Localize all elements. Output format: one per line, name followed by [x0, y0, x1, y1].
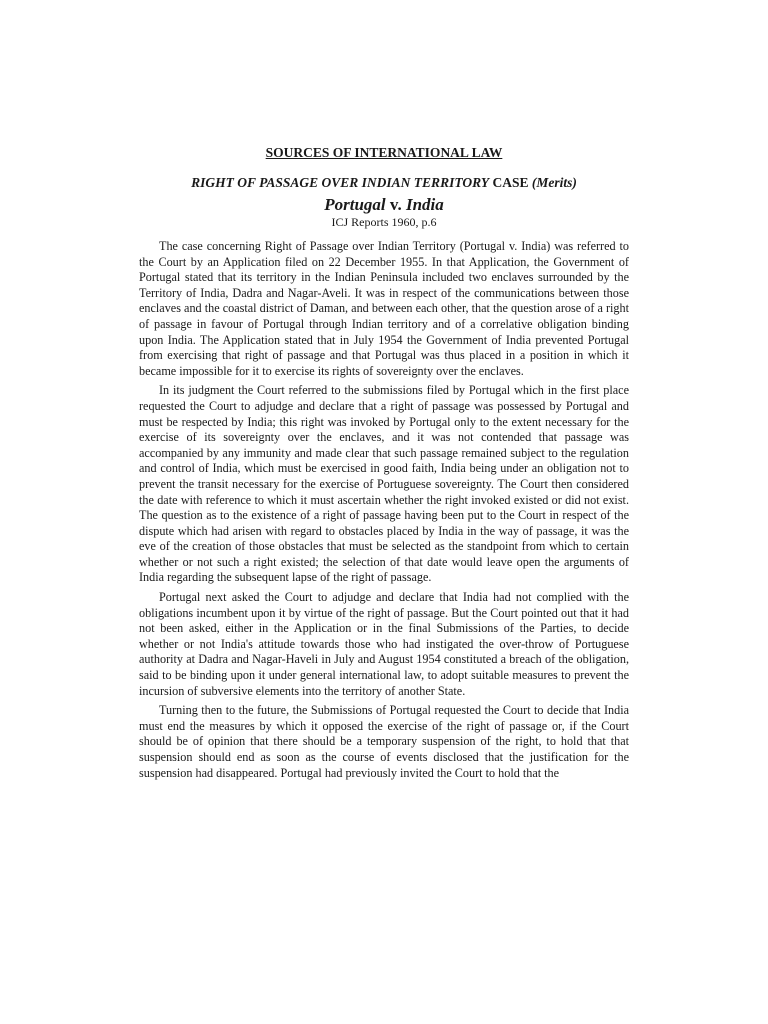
case-title: RIGHT OF PASSAGE OVER INDIAN TERRITORY [191, 175, 490, 190]
document-heading: SOURCES OF INTERNATIONAL LAW [265, 145, 503, 160]
paragraph-2: In its judgment the Court referred to the submissions filed by Portugal which in the first place requested the Court to adjudge and declare that a right of passage was possessed by Portugal and must be respected by India; this right was invoked by Portugal only to the extent necessary for the exercise of its sovereignty over the enclaves, and it was not contended that passage was accompanied by any immunity and made clear that such passage remained subject to the regulation and control of India, which must be exercised in good faith, India being under an obligation not to prevent the transit necessary for the exercise of Portuguese sovereignty. The Court then considered the date with reference to which it must ascertain whether the right invoked existed or did not exist. The question as to the existence of a right of passage having been put to the Court in respect of the dispute which had arisen with regard to obstacles placed by India in the way of passage, it was the eve of the creation of those obstacles that must be selected as the standpoint from which to certain whether or not such a right existed; the selection of that date would leave open the arguments of India regarding the subsequent lapse of the right of passage. [139, 383, 629, 585]
case-name [139, 196, 629, 214]
citation: ICJ Reports 1960, p.6 [331, 215, 437, 229]
party-1: Portugal [324, 195, 386, 214]
paragraph-1: The case concerning Right of Passage over Indian Territory (Portugal v. India) was referred to the Court by an Application filed on 22 December 1955. In that Application, the Government of Portugal stated that its territory in the Indian Peninsula included two enclaves surrounded by the Territory of India, Dadra and Nagar-Aveli. It was in respect of the communications between those enclaves and the coastal district of Daman, and between each other, that the question arose of a right of passage in favour of Portugal through Indian territory and of a correlative obligation binding upon India. The Application stated that in July 1954 the Government of India prevented Portugal from exercising that right of passage and that Portugal was thus placed in a position in which it became impossible for it to exercise its rights of sovereignty over the enclaves. [139, 239, 629, 378]
case-word: CASE [489, 175, 532, 190]
versus: v. [385, 195, 406, 214]
merits-label: (Merits) [531, 175, 577, 190]
paragraph-3: Portugal next asked the Court to adjudge and declare that India had not complied with the obligations incumbent upon it by virtue of the right of passage. But the Court pointed out that it had not been asked, either in the Application or in the final Submissions of the Parties, to decide whether or not India's attitude towards those who had instigated the over-throw of Portuguese authority at Dadra and Nagar-Haveli in July and August 1954 constituted a breach of the obligation, said to be binding upon it under general international law, to adopt suitable measures to prevent the incursion of subversive elements into the territory of another State. [139, 590, 629, 698]
party-2: India [405, 195, 444, 214]
case-subheading [139, 175, 629, 191]
document-page [139, 145, 629, 785]
body-text [139, 239, 629, 781]
paragraph-4: Turning then to the future, the Submissions of Portugal requested the Court to decide that India must end the measures by which it opposed the exercise of the right of passage or, if the Court should be of opinion that there should be a temporary suspension of the right, to hold that that suspension should end as soon as the course of events disclosed that the justification for the suspension had disappeared. Portugal had previously invited the Court to hold that the [139, 703, 629, 780]
